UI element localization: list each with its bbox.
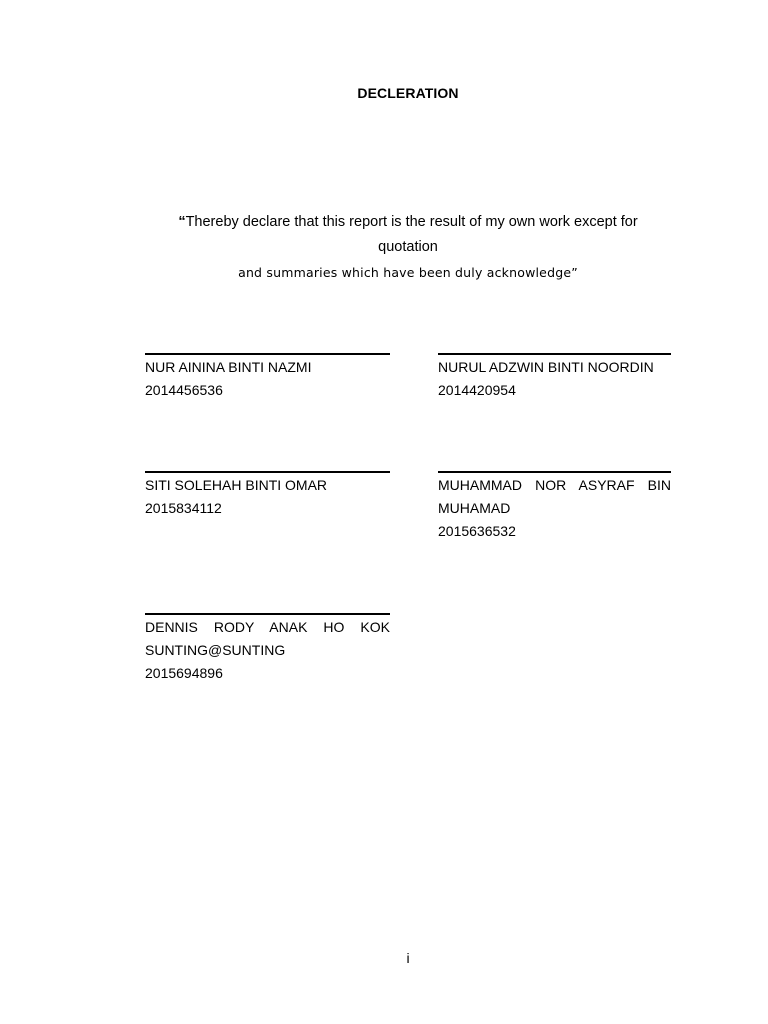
signatory-id: 2014420954 (438, 382, 516, 398)
declaration-statement (150, 210, 666, 285)
declaration-text-1: Thereby declare that this report is the result of my own work except for quotation (185, 214, 638, 255)
signatory-id: 2015694896 (145, 665, 223, 681)
signatory-id: 2015636532 (438, 523, 516, 539)
declaration-line-2: and summaries which have been duly acknowledge” (238, 265, 578, 280)
signatory-id: 2015834112 (145, 500, 222, 516)
signature-block-5 (145, 613, 390, 685)
signatory-id: 2014456536 (145, 382, 223, 398)
page-number: i (406, 950, 410, 966)
signatory-name: SITI SOLEHAH BINTI OMAR (145, 477, 328, 493)
open-quote: “ (178, 214, 186, 230)
signatory-name: DENNIS RODY ANAK HO KOK SUNTING@SUNTING (145, 619, 390, 658)
signature-block-4 (438, 471, 671, 543)
signature-block-2 (438, 353, 671, 402)
signatory-name: NURUL ADZWIN BINTI NOORDIN (438, 359, 654, 375)
declaration-line-1 (150, 210, 666, 260)
signatory-name: NUR AININA BINTI NAZMI (145, 359, 312, 375)
signature-block-3 (145, 471, 390, 520)
signatory-name: MUHAMMAD NOR ASYRAF BIN MUHAMAD (438, 477, 671, 516)
signature-block-1 (145, 353, 390, 402)
document-title: DECLERATION (357, 85, 459, 101)
